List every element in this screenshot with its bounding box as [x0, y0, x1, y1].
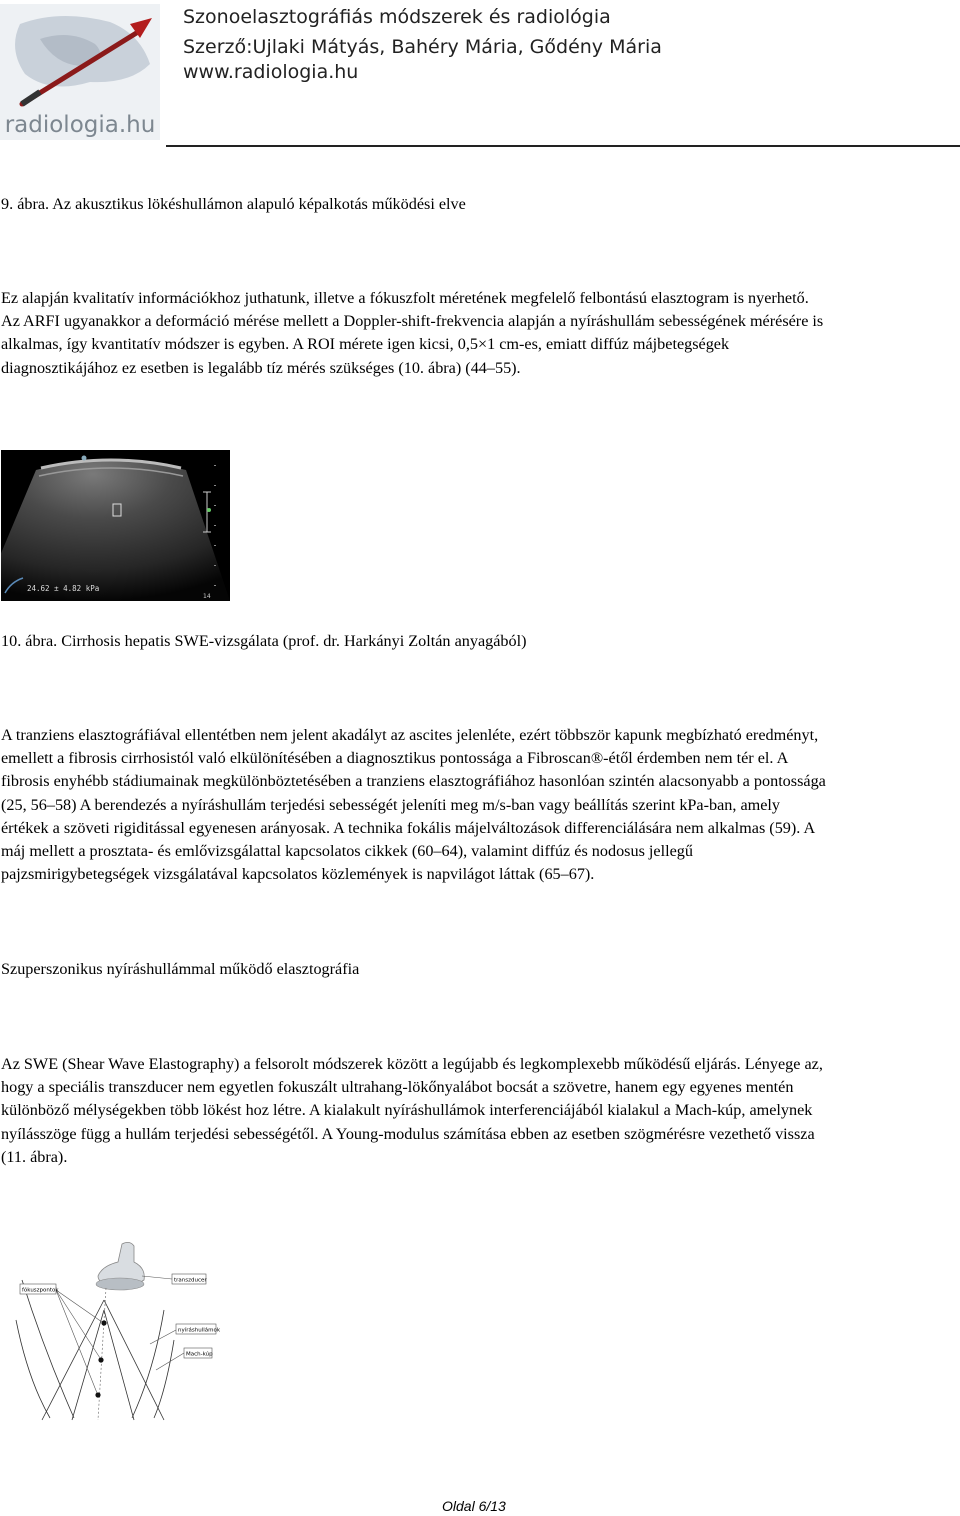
paragraph-1 — [1, 287, 823, 380]
figure-9-caption: 9. ábra. Az akusztikus lökéshullámon alapuló képalkotás működési elve — [1, 195, 466, 213]
page-number: Oldal 6/13 — [442, 1498, 506, 1514]
section-heading: Szuperszonikus nyíráshullámmal működő elasztográfia — [1, 960, 360, 978]
paragraph-line: máj mellett a prosztata- és emlővizsgálattal kapcsolatos cikkek (60–64), valamint diffúz és nodosus jellegű — [1, 842, 693, 861]
paragraph-line: Az SWE (Shear Wave Elastography) a felsorolt módszerek között a legújabb és legkomplexebb működésű eljárás. Lényege az, — [1, 1055, 823, 1073]
paragraph-line: Ez alapján kvalitatív információkhoz juthatunk, illetve a fókuszfolt méretének megfelelő felbontású elasztogram is nyerhető. — [1, 289, 809, 307]
swe-mach-cone-diagram — [14, 1240, 224, 1422]
paragraph-line: pajzsmirigybetegségek vizsgálatával kapcsolatos közlemények is napvilágot láttak (65–67). — [1, 865, 595, 884]
paragraph-line: A tranziens elasztográfiával ellentétben nem jelent akadályt az ascites jelenléte, ezért többször kapunk megbízható eredményt, — [1, 726, 819, 744]
swe-ultrasound-image — [1, 450, 230, 601]
focus-point — [95, 1392, 100, 1397]
focus-point — [98, 1357, 103, 1362]
paragraph-line: fibrosis enyhébb stádiumainak megkülönböztetésében a tranziens elasztográfiához hasonlóan szintén alacsonyabb a pontossága — [1, 772, 826, 791]
site-url[interactable]: www.radiologia.hu — [183, 61, 359, 83]
paragraph-line: nyílásszöge függ a hullám terjedési sebességétől. A Young-modulus számítása ebben az esetben szögmérésre vezethető vissza — [1, 1124, 815, 1143]
paragraph-line: Az ARFI ugyanakkor a deformáció mérése mellett a Doppler-shift-frekvencia alapján a nyíráshullám sebességének mérésére is — [1, 312, 824, 331]
measurement-readout: 24.62 ± 4.82 kPa — [27, 584, 100, 593]
transducer-icon — [96, 1242, 144, 1290]
paragraph-2 — [1, 724, 826, 886]
logo-text: radiologia.hu — [4, 112, 156, 138]
radiologia-logo — [0, 4, 160, 140]
paragraph-3 — [1, 1053, 823, 1169]
header-divider — [166, 145, 960, 147]
depth-readout: 14 — [203, 593, 211, 600]
paragraph-line: emellett a fibrosis cirrhosistól való elkülönítésében a diagnosztikus pontossága a Fibroscan®-étől érdemben nem tér el. A — [1, 749, 789, 768]
document-title: Szonoelasztográfiás módszerek és radiológia — [183, 6, 611, 28]
paragraph-line: értékek a szöveti rigiditással egyenesen arányosak. A technika fokális májelváltozások differenciálására nem alkalmas (59). A — [1, 818, 816, 837]
paragraph-line: alkalmas, így kvantitatív módszer is egyben. A ROI mérete igen kicsi, 0,5×1 cm-es, emiatt diffúz májbetegségek — [1, 335, 730, 354]
label-transducer: transzducer — [174, 1277, 207, 1284]
label-focus-points: fókuszpontok — [22, 1287, 59, 1294]
label-shear-waves: nyíráshullámok — [178, 1327, 221, 1334]
paragraph-line: (25, 56–58) A berendezés a nyíráshullám terjedési sebességét jeleníti meg m/s-ban vagy beállítás szerint kPa-ban, amely — [1, 795, 781, 814]
focus-point — [101, 1320, 106, 1325]
label-mach-cone: Mach-kúp — [186, 1351, 213, 1358]
paragraph-line: diagnosztikájához ez esetben is legalább tíz mérés szükséges (10. ábra) (44–55). — [1, 358, 521, 377]
paragraph-line: hogy a speciális transzducer nem egyetlen fokuszált ultrahang-lökőnyalábot bocsát a szövetre, hanem egy egyenes mentén — [1, 1078, 794, 1097]
figure-10-caption: 10. ábra. Cirrhosis hepatis SWE-vizsgálata (prof. dr. Harkányi Zoltán anyagából) — [1, 632, 527, 650]
document-authors: Szerző:Ujlaki Mátyás, Bahéry Mária, Gődény Mária — [183, 36, 662, 58]
paragraph-line: különböző mélységekben több lökést hoz létre. A kialakult nyíráshullámok interferenciájából kialakul a Mach-kúp, amelynek — [1, 1101, 813, 1120]
paragraph-line: (11. ábra). — [1, 1147, 68, 1166]
